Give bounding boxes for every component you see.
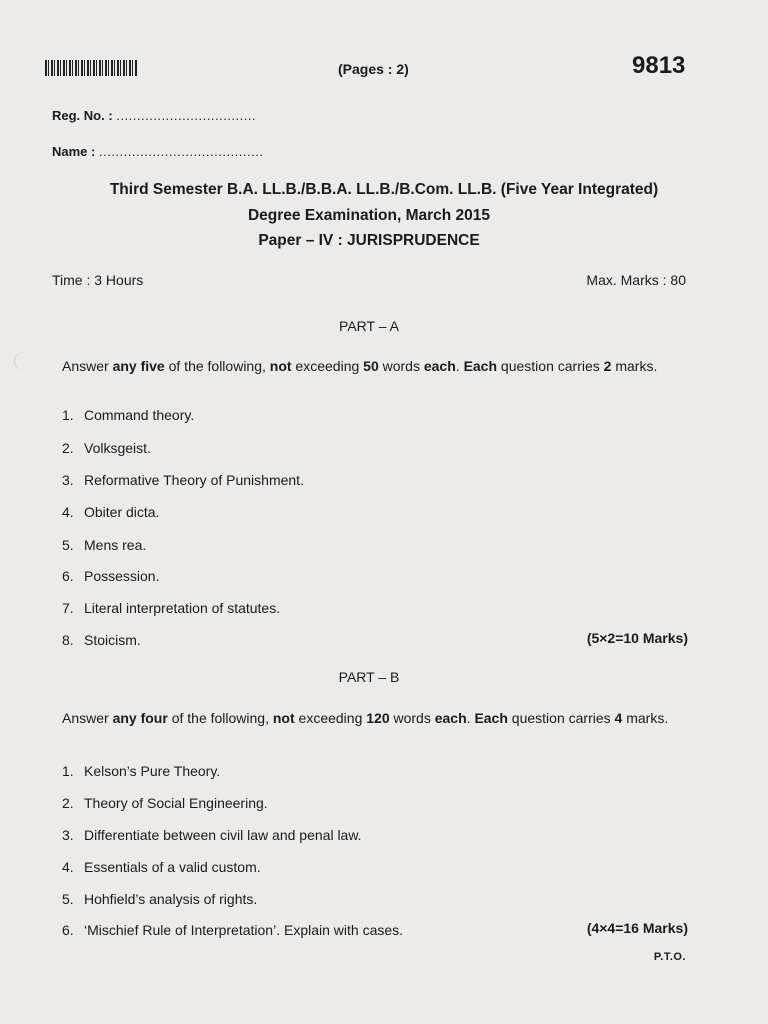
exam-title-line2: Degree Examination, March 2015 [247, 207, 491, 224]
instr-text: Answer [62, 358, 113, 374]
question-text: Hohfield’s analysis of rights. [84, 891, 258, 907]
question-text: Stoicism. [84, 632, 141, 648]
instr-text: question carries [507, 710, 615, 726]
part-a-question [62, 504, 159, 520]
instr-bold: not [269, 358, 292, 374]
instr-bold: each [423, 358, 456, 374]
question-text: Literal interpretation of statutes. [84, 600, 281, 616]
name-label: Name : [52, 144, 96, 159]
instr-bold: 120 [366, 710, 390, 726]
instr-text: . [455, 358, 464, 374]
instr-text: . [466, 710, 475, 726]
part-b-instruction [62, 708, 702, 728]
punch-hole-mark [14, 352, 33, 370]
part-a-question [62, 440, 151, 456]
question-number: 6. [62, 922, 74, 938]
question-number: 1. [62, 763, 74, 779]
question-text: Theory of Social Engineering. [84, 795, 268, 811]
instr-text: question carries [497, 358, 604, 374]
exam-title-line3: Paper – IV : JURISPRUDENCE [258, 232, 480, 249]
question-text: Kelson’s Pure Theory. [84, 763, 221, 779]
part-b-question [62, 763, 220, 779]
page-count: (Pages : 2) [338, 61, 409, 77]
part-a-question [62, 537, 146, 553]
instr-bold: 2 [603, 358, 612, 374]
instr-bold: Each [463, 358, 498, 374]
barcode-icon [45, 60, 137, 76]
exam-title-line1: Third Semester B.A. LL.B./B.B.A. LL.B./B.Com. LL.B. (Five Year Integrated) [109, 181, 659, 198]
paper-code: 9813 [632, 52, 686, 79]
instr-bold: 50 [363, 358, 379, 374]
instr-text: exceeding [294, 710, 367, 726]
part-a-question [62, 600, 280, 616]
exam-duration: Time : 3 Hours [52, 272, 144, 288]
question-number: 8. [62, 632, 74, 648]
part-b-question [62, 891, 257, 907]
part-a-question [62, 632, 141, 648]
question-text: Volksgeist. [84, 440, 151, 456]
max-marks: Max. Marks : 80 [586, 272, 686, 288]
question-number: 7. [62, 600, 74, 616]
part-a-marks: (5×2=10 Marks) [586, 630, 688, 646]
question-number: 4. [62, 859, 74, 875]
question-text: Reformative Theory of Punishment. [84, 472, 304, 488]
question-number: 5. [62, 891, 74, 907]
instr-text: marks. [622, 710, 669, 726]
part-b-question [62, 795, 268, 811]
question-number: 2. [62, 795, 74, 811]
question-number: 4. [62, 504, 74, 520]
part-a-heading: PART – A [339, 318, 399, 334]
instr-text: Answer [62, 710, 113, 726]
name-field [52, 144, 263, 159]
instr-bold: not [272, 710, 295, 726]
instr-text: of the following, [164, 358, 270, 374]
instr-text: marks. [611, 358, 658, 374]
reg-no-dots: .................................. [116, 108, 257, 123]
part-b-question [62, 827, 362, 843]
part-b-marks: (4×4=16 Marks) [586, 920, 688, 936]
instr-bold: 4 [614, 710, 623, 726]
question-text: Essentials of a valid custom. [84, 859, 261, 875]
instr-text: of the following, [167, 710, 273, 726]
instr-text: words [389, 710, 435, 726]
please-turn-over: P.T.O. [653, 951, 686, 963]
question-number: 2. [62, 440, 74, 456]
instr-bold: each [434, 710, 467, 726]
part-a-question [62, 407, 194, 423]
instr-bold: any five [112, 358, 165, 374]
question-text: Obiter dicta. [84, 504, 160, 520]
question-text: Differentiate between civil law and penal law. [84, 827, 362, 843]
question-text: Possession. [84, 568, 160, 584]
instr-bold: any four [112, 710, 168, 726]
part-b-question [62, 922, 403, 938]
part-a-question [62, 472, 304, 488]
name-dots: ........................................ [98, 144, 264, 159]
part-a-instruction [62, 356, 702, 376]
question-number: 6. [62, 568, 74, 584]
instr-bold: Each [474, 710, 508, 726]
reg-no-label: Reg. No. : [52, 108, 113, 123]
question-number: 1. [62, 407, 74, 423]
question-text: ‘Mischief Rule of Interpretation’. Explain with cases. [84, 922, 404, 938]
instr-text: words [378, 358, 424, 374]
part-b-heading: PART – B [338, 669, 400, 685]
question-number: 5. [62, 537, 74, 553]
question-text: Mens rea. [84, 537, 147, 553]
reg-no-field [52, 108, 256, 123]
instr-text: exceeding [291, 358, 364, 374]
question-number: 3. [62, 472, 74, 488]
part-a-question [62, 568, 159, 584]
part-b-question [62, 859, 261, 875]
question-number: 3. [62, 827, 74, 843]
question-text: Command theory. [84, 407, 195, 423]
